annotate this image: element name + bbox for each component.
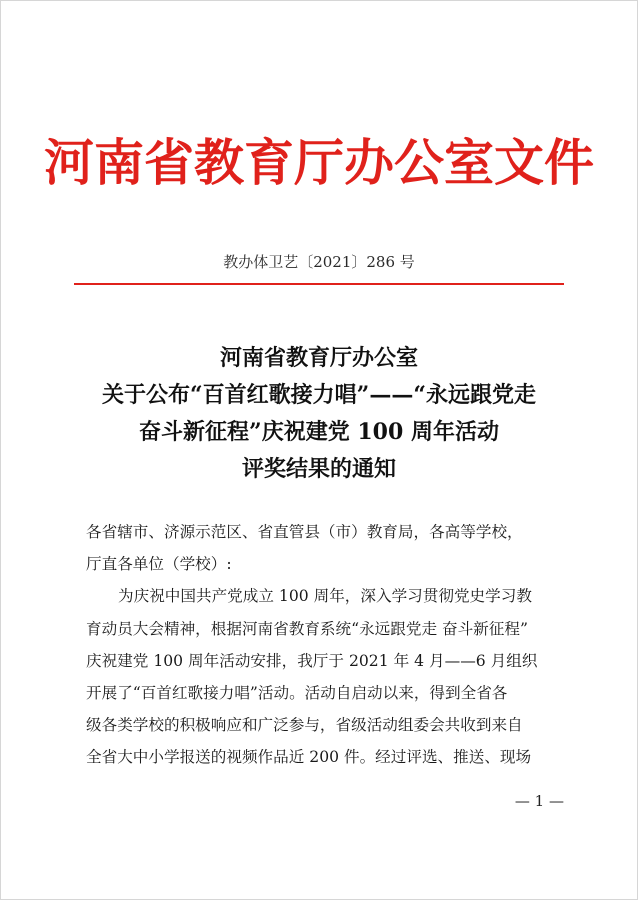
notice-title-line-2: 关于公布“百首红歌接力唱”——“永远跟党走 — [102, 382, 536, 408]
document-number: 教办体卫艺〔2021〕286 号 — [223, 253, 415, 271]
recipients-line-2: 厅直各单位（学校）: — [86, 555, 232, 574]
paragraph-line-1: 为庆祝中国共产党成立 100 周年，深入学习贯彻党史学习教 — [118, 587, 532, 606]
document-header-title: 河南省教育厅办公室文件 — [44, 133, 594, 192]
page-number — [0, 790, 638, 812]
notice-body — [86, 516, 566, 774]
notice-title-line-3: 奋斗新征程”庆祝建党 100 周年活动 — [139, 419, 499, 445]
notice-title-line-4: 评奖结果的通知 — [241, 456, 396, 482]
page-number-text: — 1 — — [514, 792, 564, 810]
red-divider-rule — [74, 283, 564, 285]
paragraph-line-6: 全省大中小学报送的视频作品近 200 件。经过评选、推送、现场 — [86, 748, 532, 767]
notice-title — [0, 340, 638, 488]
paragraph-line-2: 育动员大会精神，根据河南省教育系统“永远跟党走 奋斗新征程” — [86, 619, 528, 638]
paragraph-line-4: 开展了“百首红歌接力唱”活动。活动自启动以来，得到全省各 — [86, 684, 508, 703]
paragraph-line-3: 庆祝建党 100 周年活动安排，我厅于 2021 年 4 月——6 月组织 — [86, 651, 538, 670]
paragraph-line-5: 级各类学校的积极响应和广泛参与，省级活动组委会共收到来自 — [86, 716, 523, 735]
recipients-line-1: 各省辖市、济源示范区、省直管县（市）教育局，各高等学校， — [86, 523, 523, 541]
notice-title-line-1: 河南省教育厅办公室 — [219, 345, 418, 371]
